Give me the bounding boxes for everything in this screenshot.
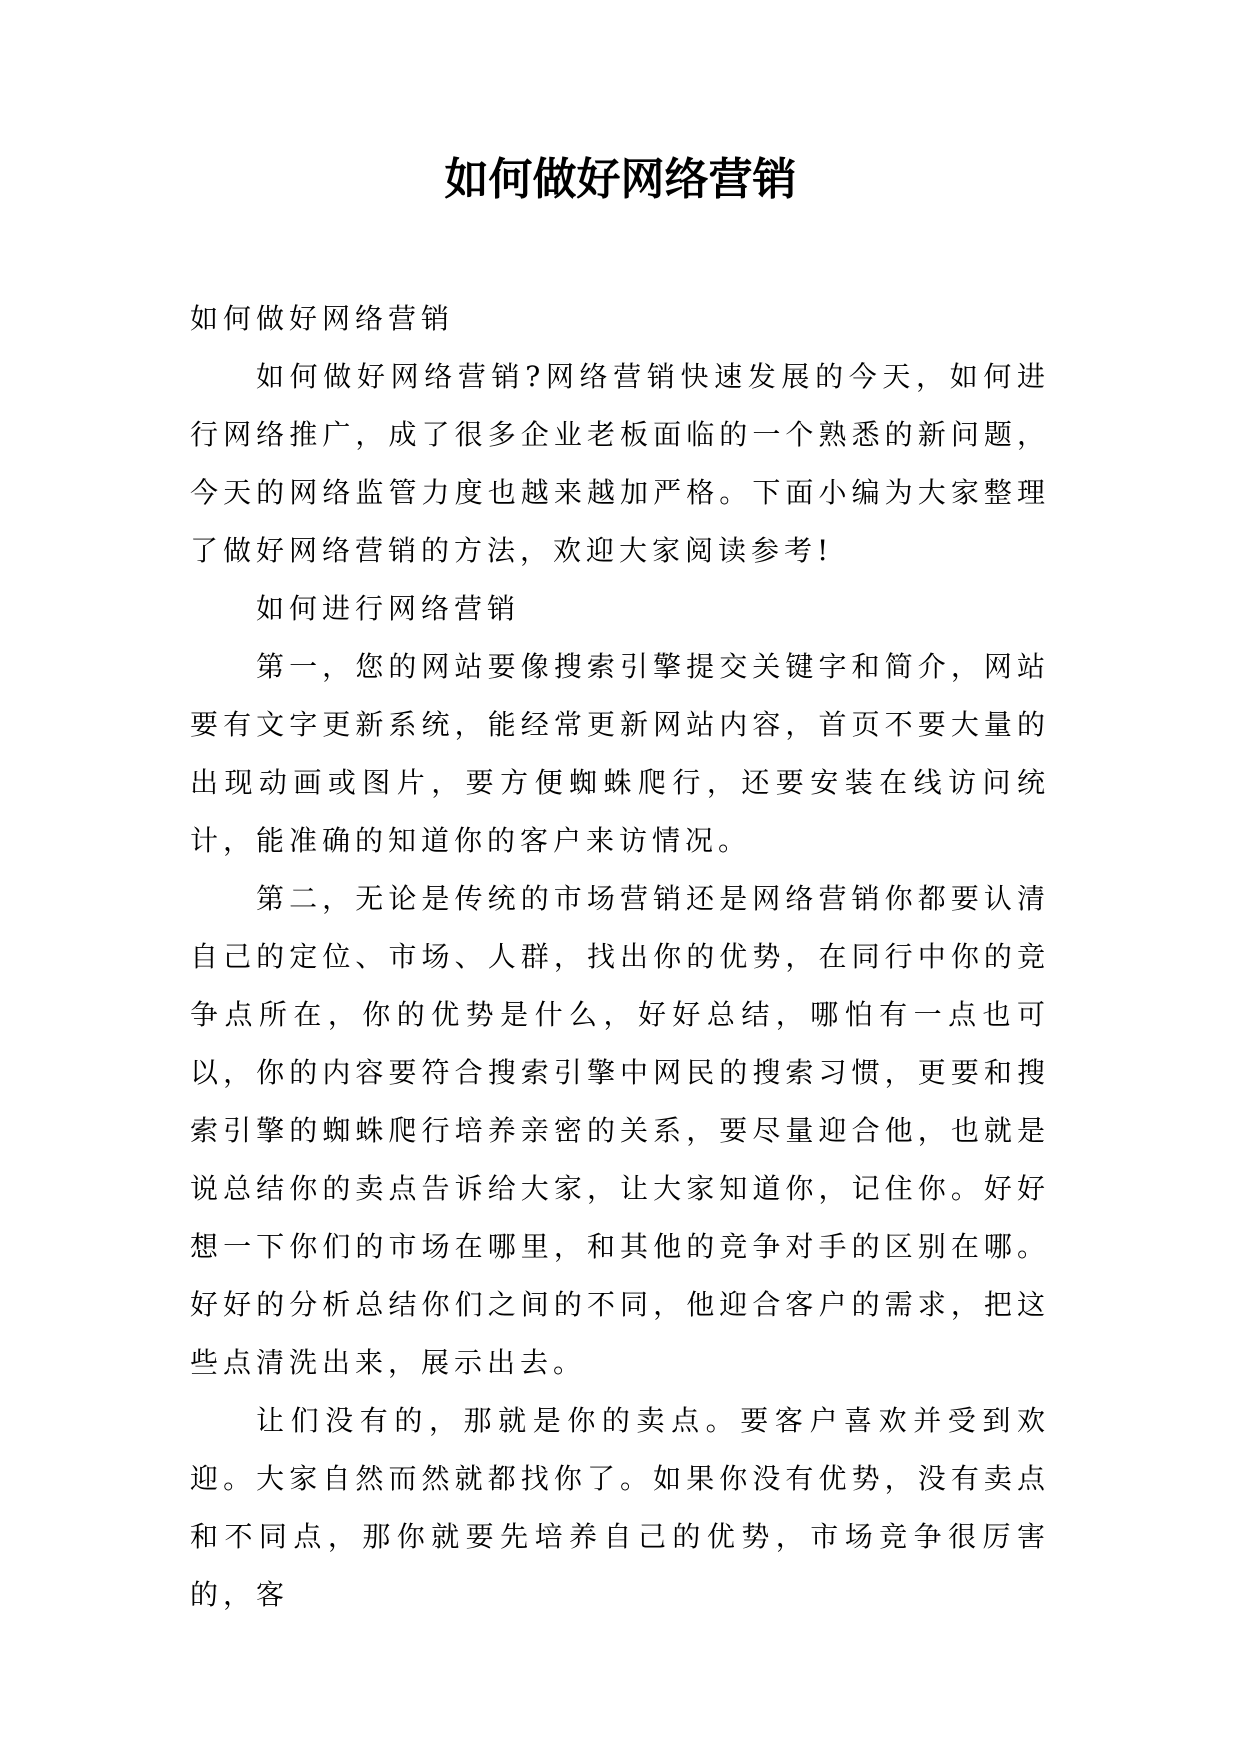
body-heading: 如何做好网络营销 bbox=[190, 302, 455, 335]
intro-paragraph: 如何做好网络营销?网络营销快速发展的今天，如何进行网络推广，成了很多企业老板面临的一个熟悉的新问题，今天的网络监管力度也越来越加严格。下面小编为大家整理了做好网络营销的方法，欢迎大家阅读参考! bbox=[190, 360, 1050, 567]
document-body bbox=[190, 290, 1050, 1624]
section-heading: 如何进行网络营销 bbox=[256, 592, 521, 625]
point-two-paragraph: 第二，无论是传统的市场营销还是网络营销你都要认清自己的定位、市场、人群，找出你的优势，在同行中你的竞争点所在，你的优势是什么，好好总结，哪怕有一点也可以，你的内容要符合搜索引擎中网民的搜索习惯，更要和搜索引擎的蜘蛛爬行培养亲密的关系，要尽量迎合他，也就是说总结你的卖点告诉给大家，让大家知道你，记住你。好好想一下你们的市场在哪里，和其他的竞争对手的区别在哪。好好的分析总结你们之间的不同，他迎合客户的需求，把这些点清洗出来，展示出去。 bbox=[190, 882, 1050, 1379]
continuation-paragraph: 让们没有的，那就是你的卖点。要客户喜欢并受到欢迎。大家自然而然就都找你了。如果你没有优势，没有卖点和不同点，那你就要先培养自己的优势，市场竞争很厉害的，客 bbox=[190, 1404, 1050, 1611]
point-one-paragraph: 第一，您的网站要像搜索引擎提交关键字和简介，网站要有文字更新系统，能经常更新网站内容，首页不要大量的出现动画或图片，要方便蜘蛛爬行，还要安装在线访问统计，能准确的知道你的客户来访情况。 bbox=[190, 650, 1050, 857]
document-title: 如何做好网络营销 bbox=[444, 154, 797, 205]
